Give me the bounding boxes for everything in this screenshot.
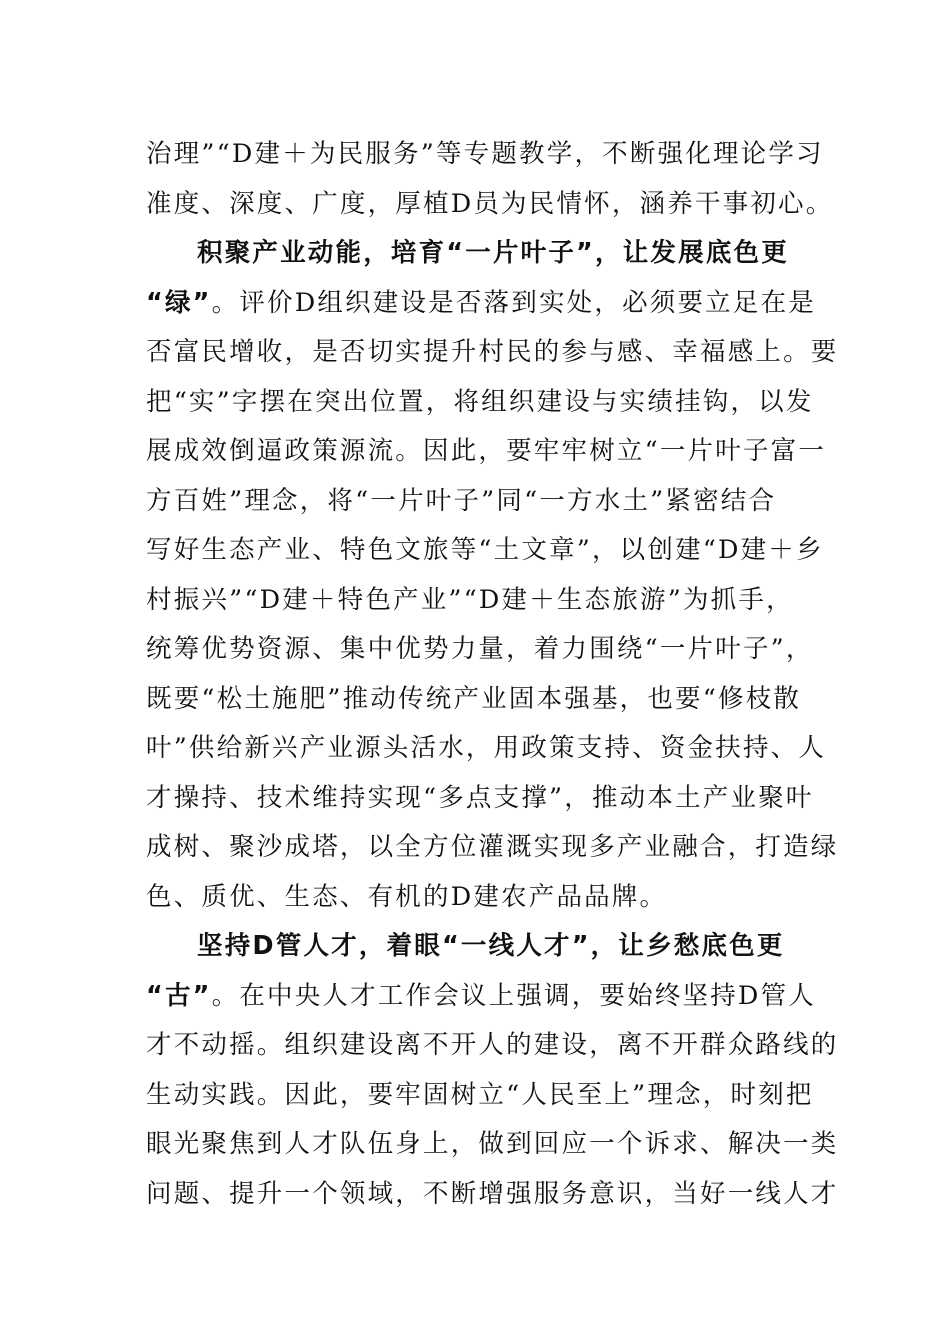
- paragraph-lead-heading-end: “古”: [146, 980, 212, 1011]
- paragraph-line: 写好生态产业、特色文旅等“土文章”，以创建“D建＋乡: [146, 535, 824, 565]
- paragraph-line: 才操持、技术维持实现“多点支撑”，推动本土产业聚叶: [146, 782, 814, 813]
- paragraph-line: 方百姓”理念，将“一片叶子”同“一方水土”紧密结合: [146, 485, 777, 516]
- paragraph-line: 问题、提升一个领域，不断增强服务意识，当好一线人才: [146, 1178, 839, 1209]
- paragraph-line: 既要“松土施肥”推动传统产业固本强基，也要“修枝散: [146, 683, 802, 714]
- paragraph-heading-line: [146, 229, 806, 279]
- paragraph-line: 村振兴”“D建＋特色产业”“D建＋生态旅游”为抓手，: [146, 584, 794, 615]
- paragraph-text: 。评价D组织建设是否落到实处，必须要立足在是: [211, 287, 816, 318]
- paragraph-heading-line: [146, 922, 806, 972]
- paragraph-lead-heading-end: “绿”: [146, 287, 212, 318]
- paragraph-lead-heading: 积聚产业动能，培育“一片叶子”，让发展底色更: [197, 238, 789, 268]
- paragraph-line: 才不动摇。组织建设离不开人的建设，离不开群众路线的: [146, 1030, 839, 1060]
- paragraph-line: 色、质优、生态、有机的D建农产品品牌。: [146, 881, 668, 912]
- document-body: [146, 130, 839, 1219]
- paragraph-line: 治理”“D建＋为民服务”等专题教学，不断强化理论学习: [146, 139, 824, 169]
- paragraph-lead-heading: 坚持D管人才，着眼“一线人才”，让乡愁底色更: [197, 931, 785, 961]
- paragraph-line: 叶”供给新兴产业源头活水，用政策支持、资金扶持、人: [146, 733, 827, 763]
- paragraph-line: 展成效倒逼政策源流。因此，要牢牢树立“一片叶子富一: [146, 436, 827, 466]
- paragraph-line: 生动实践。因此，要牢固树立“人民至上”理念，时刻把: [146, 1079, 814, 1110]
- paragraph-line: 统筹优势资源、集中优势力量，着力围绕“一片叶子”，: [146, 634, 814, 664]
- paragraph-line: 把“实”字摆在突出位置，将组织建设与实绩挂钩，以发: [146, 386, 814, 417]
- paragraph-line: [146, 279, 816, 329]
- paragraph-line: 否富民增收，是否切实提升村民的参与感、幸福感上。要: [146, 337, 839, 367]
- paragraph-line: 成树、聚沙成塔，以全方位灌溉实现多产业融合，打造绿: [146, 832, 839, 862]
- paragraph-text: 。在中央人才工作会议上强调，要始终坚持D管人: [211, 980, 816, 1011]
- paragraph-line: 眼光聚焦到人才队伍身上，做到回应一个诉求、解决一类: [146, 1129, 839, 1159]
- paragraph-line: [146, 972, 816, 1022]
- paragraph-line: 准度、深度、广度，厚植D员为民情怀，涵养干事初心。: [146, 188, 834, 219]
